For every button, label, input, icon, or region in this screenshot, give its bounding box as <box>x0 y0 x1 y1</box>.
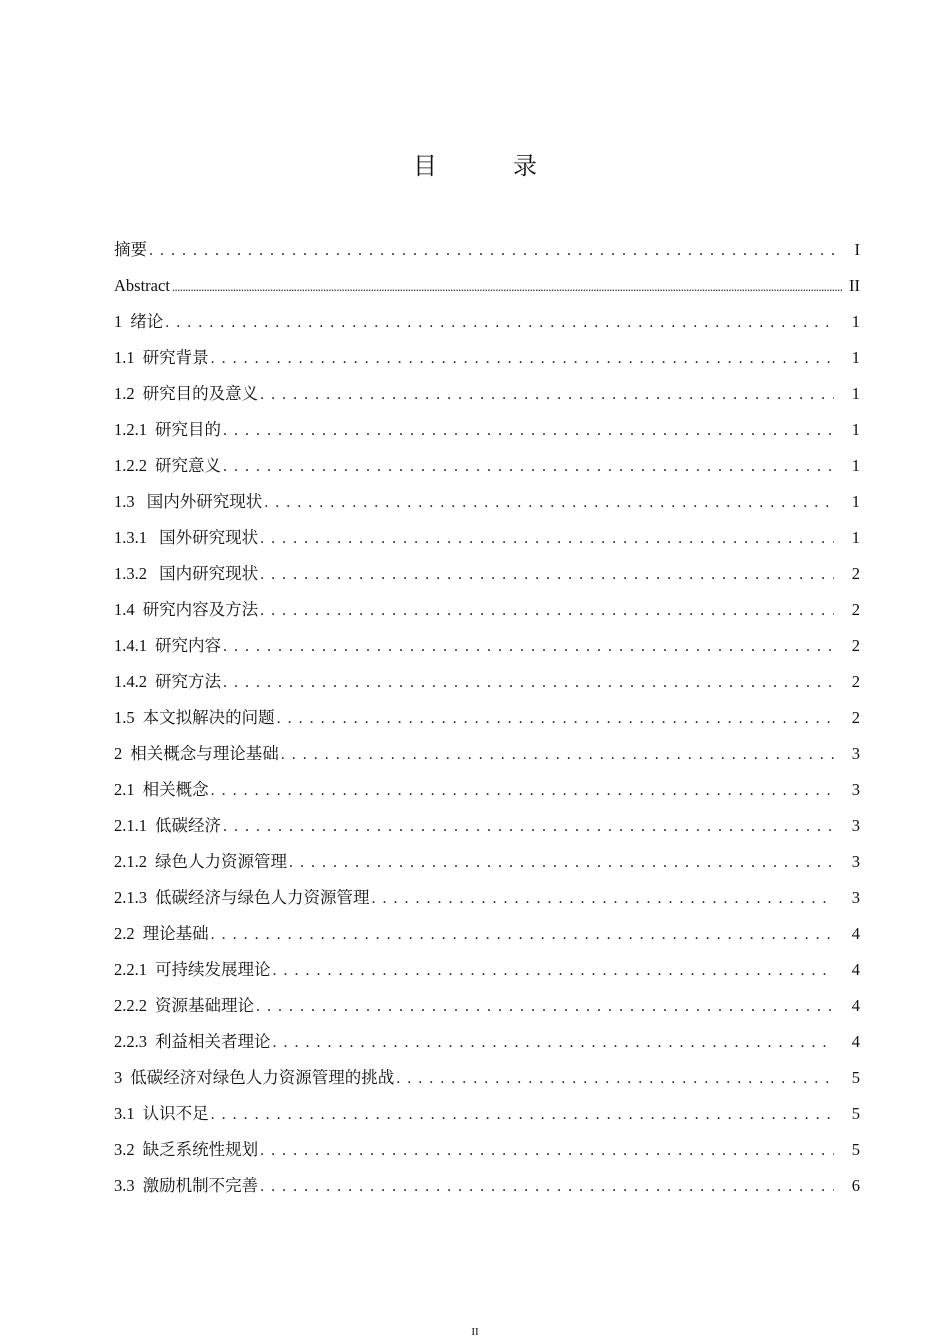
toc-entry-text: 缺乏系统性规划 <box>142 1140 259 1159</box>
toc-entry-number: 2.2.1 <box>114 960 147 979</box>
toc-entry[interactable] <box>114 308 860 344</box>
toc-page-number: 4 <box>851 960 860 979</box>
dot-leader <box>149 237 840 265</box>
toc-page-number: 3 <box>851 888 860 907</box>
toc-entry[interactable] <box>114 560 860 596</box>
toc-entry-text: 研究内容及方法 <box>142 600 259 619</box>
dot-leader <box>260 525 834 553</box>
toc-page-number: 6 <box>851 1176 860 1195</box>
toc-entry[interactable] <box>114 236 860 272</box>
dot-leader <box>273 957 835 985</box>
toc-entry-text: 低碳经济 <box>155 816 221 835</box>
toc-entry-text: 低碳经济对绿色人力资源管理的挑战 <box>130 1068 395 1087</box>
dot-leader <box>289 849 834 877</box>
dot-leader <box>260 561 834 589</box>
toc-entry-number: 2.1.3 <box>114 888 147 907</box>
dot-leader <box>211 921 834 949</box>
dot-leader <box>211 777 834 805</box>
toc-entry-number: 1.2 <box>114 384 135 403</box>
toc-entry-text: 研究背景 <box>142 348 209 367</box>
toc-entry-number: 1.1 <box>114 348 135 367</box>
toc-entry[interactable] <box>114 668 860 704</box>
page-footer-number: II <box>471 1326 479 1338</box>
toc-entry-number: 2.2.3 <box>114 1032 147 1051</box>
toc-entry[interactable] <box>114 956 860 992</box>
dot-leader <box>165 309 834 337</box>
dot-leader <box>396 1065 834 1093</box>
toc-entry-text: 相关概念 <box>142 780 209 799</box>
toc-page-number: II <box>849 276 860 295</box>
toc-entry-text: 可持续发展理论 <box>155 960 271 979</box>
toc-page-number: 2 <box>851 708 860 727</box>
toc-entry-number: 3.2 <box>114 1140 135 1159</box>
toc-entry-text: 国内外研究现状 <box>142 492 263 511</box>
dot-leader <box>223 813 834 841</box>
toc-entry-text: 研究目的及意义 <box>142 384 259 403</box>
toc-entry[interactable] <box>114 1172 860 1208</box>
toc-entry-text: 研究目的 <box>155 420 221 439</box>
toc-entry-text: 认识不足 <box>142 1104 209 1123</box>
toc-entry-number: 1.4 <box>114 600 135 619</box>
toc-entry[interactable] <box>114 1064 860 1100</box>
toc-entry-number: 2.1.2 <box>114 852 147 871</box>
toc-entry-number: 1.4.2 <box>114 672 147 691</box>
dot-leader <box>260 1173 834 1201</box>
toc-entry[interactable] <box>114 1028 860 1064</box>
dot-leader <box>172 273 842 301</box>
toc-entry-text: 研究内容 <box>155 636 221 655</box>
toc-entry[interactable] <box>114 704 860 740</box>
toc-entry-text: 理论基础 <box>142 924 209 943</box>
toc-page-number: 3 <box>851 780 860 799</box>
toc-page-number: 1 <box>851 420 860 439</box>
dot-leader <box>264 489 834 517</box>
toc-page-number: 2 <box>851 636 860 655</box>
dot-leader <box>211 1101 834 1129</box>
toc-entry-number: 1.4.1 <box>114 636 147 655</box>
toc-page-number: 5 <box>851 1140 860 1159</box>
toc-entry-number: 1.3.2 <box>114 564 147 583</box>
toc-page-number: 2 <box>851 600 860 619</box>
toc-entry-number: 3 <box>114 1068 123 1087</box>
toc-entry-number: 1.5 <box>114 708 135 727</box>
toc-page-number: 3 <box>851 852 860 871</box>
toc-entry-number: 1.3.1 <box>114 528 147 547</box>
toc-page-number: 5 <box>851 1104 860 1123</box>
dot-leader <box>223 453 834 481</box>
toc-entry-text: 研究意义 <box>155 456 221 475</box>
toc-title: 目 录 <box>413 152 563 180</box>
dot-leader <box>256 993 834 1021</box>
toc-entry[interactable] <box>114 812 860 848</box>
toc-page-number: 1 <box>851 492 860 511</box>
dot-leader <box>260 597 834 625</box>
toc-entry[interactable] <box>114 848 860 884</box>
toc-entry-number: 2.1.1 <box>114 816 147 835</box>
dot-leader <box>273 1029 835 1057</box>
toc-entry-text: 绿色人力资源管理 <box>155 852 287 871</box>
dot-leader <box>260 381 834 409</box>
toc-entry[interactable] <box>114 740 860 776</box>
toc-entry-number: 2 <box>114 744 123 763</box>
toc-page-number: 2 <box>851 564 860 583</box>
toc-page-number: 1 <box>851 528 860 547</box>
toc-entry[interactable] <box>114 992 860 1028</box>
toc-entry-number: 1.2.1 <box>114 420 147 439</box>
dot-leader <box>223 669 834 697</box>
toc-page-number: 4 <box>851 1032 860 1051</box>
toc-page-number: 3 <box>851 816 860 835</box>
toc-page-number: 1 <box>851 312 860 331</box>
toc-entry-number: 1.2.2 <box>114 456 147 475</box>
toc-entry[interactable] <box>114 524 860 560</box>
toc-entry-text: 国内研究现状 <box>155 564 259 583</box>
toc-entry-text: 摘要 <box>114 240 147 259</box>
dot-leader <box>223 417 834 445</box>
toc-page-number: 1 <box>851 456 860 475</box>
toc-entry-number: 2.2.2 <box>114 996 147 1015</box>
toc-entry-text: 本文拟解决的问题 <box>142 708 275 727</box>
toc-entry-text: 资源基础理论 <box>155 996 254 1015</box>
dot-leader <box>223 633 834 661</box>
toc-entry-text: 低碳经济与绿色人力资源管理 <box>155 888 370 907</box>
dot-leader <box>372 885 835 913</box>
toc-entry[interactable] <box>114 596 860 632</box>
toc-entry[interactable] <box>114 488 860 524</box>
toc-entry-number: 3.3 <box>114 1176 135 1195</box>
toc-entry[interactable] <box>114 884 860 920</box>
dot-leader <box>277 705 834 733</box>
toc-entry[interactable] <box>114 272 860 308</box>
dot-leader <box>260 1137 834 1165</box>
toc-entry-text: 研究方法 <box>155 672 221 691</box>
toc-page-number: 4 <box>851 924 860 943</box>
dot-leader <box>211 345 834 373</box>
toc-entry[interactable] <box>114 380 860 416</box>
toc-entry[interactable] <box>114 632 860 668</box>
toc-entry[interactable] <box>114 344 860 380</box>
toc-page-number: 5 <box>851 1068 860 1087</box>
toc-entry-number: 2.2 <box>114 924 135 943</box>
toc-entry-text: 国外研究现状 <box>155 528 259 547</box>
toc-entry[interactable] <box>114 776 860 812</box>
toc-page-number: 3 <box>851 744 860 763</box>
toc-entry[interactable] <box>114 416 860 452</box>
toc-page-number: I <box>854 240 860 259</box>
toc-page-number: 1 <box>851 348 860 367</box>
toc-entry-text: Abstract <box>114 276 170 295</box>
toc-entry[interactable] <box>114 452 860 488</box>
toc-page-number: 4 <box>851 996 860 1015</box>
toc-entry-number: 1 <box>114 312 123 331</box>
toc-entry-text: 相关概念与理论基础 <box>130 744 279 763</box>
toc-entry-number: 2.1 <box>114 780 135 799</box>
toc-entry-text: 绪论 <box>130 312 164 331</box>
toc-entry-number: 3.1 <box>114 1104 135 1123</box>
toc-entry[interactable] <box>114 1136 860 1172</box>
toc-page-number: 1 <box>851 384 860 403</box>
toc-entry-number: 1.3 <box>114 492 135 511</box>
toc-entry-text: 利益相关者理论 <box>155 1032 271 1051</box>
toc-entry[interactable] <box>114 920 860 956</box>
toc-entry[interactable] <box>114 1100 860 1136</box>
dot-leader <box>281 741 834 769</box>
table-of-contents <box>114 236 860 1208</box>
toc-page-number: 2 <box>851 672 860 691</box>
toc-entry-text: 激励机制不完善 <box>142 1176 259 1195</box>
